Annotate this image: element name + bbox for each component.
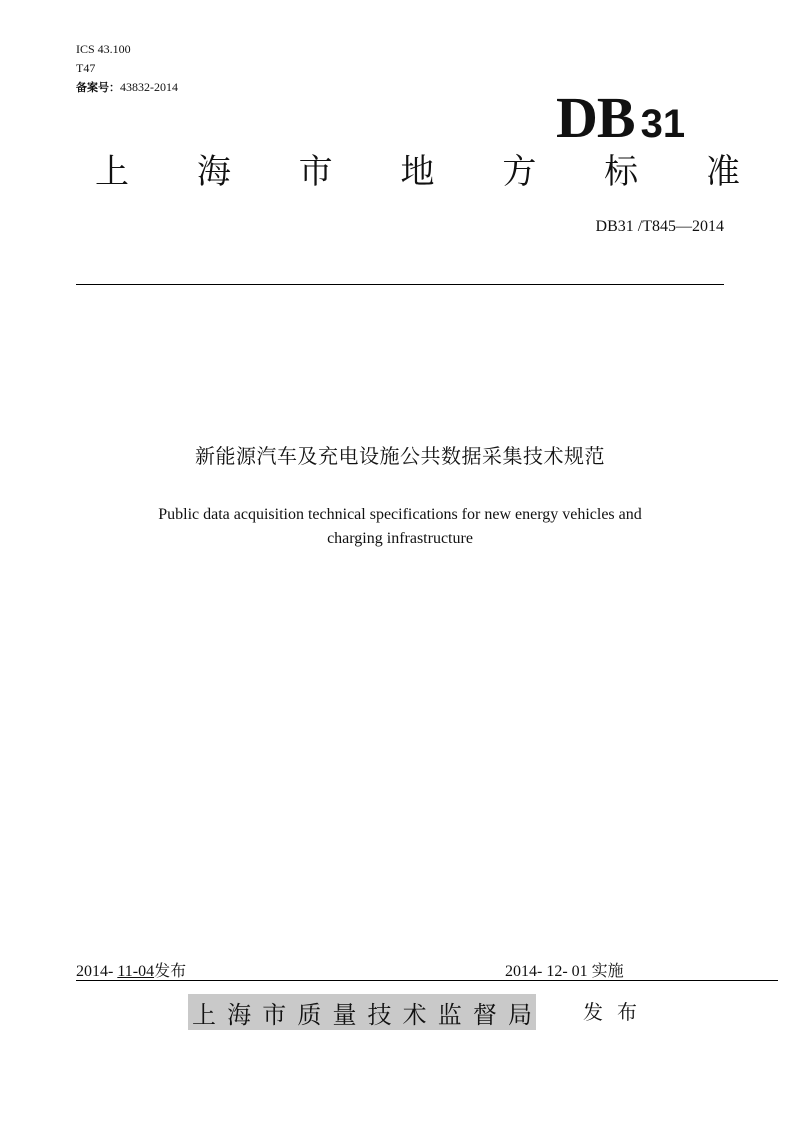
issuer-char: 海: [227, 1000, 252, 1029]
header-divider: [76, 284, 724, 285]
logo-letters: DB: [556, 85, 635, 150]
record-number: 43832-2014: [120, 80, 178, 94]
db31-logo: [556, 85, 686, 150]
heading-char: 标: [604, 152, 639, 192]
issuer-char: 市: [262, 1000, 287, 1029]
implementation-date: [505, 958, 624, 981]
heading-char: 市: [298, 152, 333, 192]
record-label: 备案号：: [76, 81, 120, 94]
publish-label: 发布: [583, 1000, 651, 1024]
title-en-line: charging infrastructure: [327, 530, 473, 547]
issue-date: [76, 958, 186, 981]
heading-char: 海: [196, 152, 231, 192]
title-en-line: Public data acquisition technical specifications for new energy vehicles and: [158, 506, 642, 523]
record-number-line: [76, 78, 178, 97]
classification-code: T47: [76, 61, 96, 75]
heading-char: 准: [705, 152, 740, 192]
heading-char: 地: [400, 152, 435, 192]
issuer-char: 技: [367, 1000, 392, 1029]
standard-code: DB31 /T845—2014: [595, 218, 724, 235]
issuer-char: 量: [332, 1000, 357, 1029]
logo-number: 31: [640, 102, 686, 146]
issuing-authority: [188, 994, 536, 1030]
heading-char: 上: [95, 152, 129, 192]
document-title-english: [110, 503, 690, 551]
heading-char: 方: [502, 152, 537, 192]
issuer-char: 局: [507, 1000, 532, 1029]
issuer-char: 上: [192, 1000, 216, 1029]
issuer-char: 质: [297, 1000, 322, 1029]
issuer-char: 术: [402, 1000, 427, 1029]
standard-type-heading: [95, 150, 740, 194]
implementation-date-value: 2014- 12- 01: [505, 963, 588, 980]
issuer-char: 监: [437, 1000, 462, 1029]
date-line: [76, 958, 778, 981]
document-metadata: [76, 40, 178, 97]
issuer-char: 督: [472, 1000, 497, 1029]
issue-label: 发布: [154, 961, 187, 980]
issue-year: 2014-: [76, 963, 118, 980]
implementation-label: 实施: [591, 961, 624, 980]
ics-code: ICS 43.100: [76, 42, 131, 56]
issue-month-day: 11-04: [117, 963, 155, 980]
document-title-chinese: 新能源汽车及充电设施公共数据采集技术规范: [195, 444, 605, 468]
